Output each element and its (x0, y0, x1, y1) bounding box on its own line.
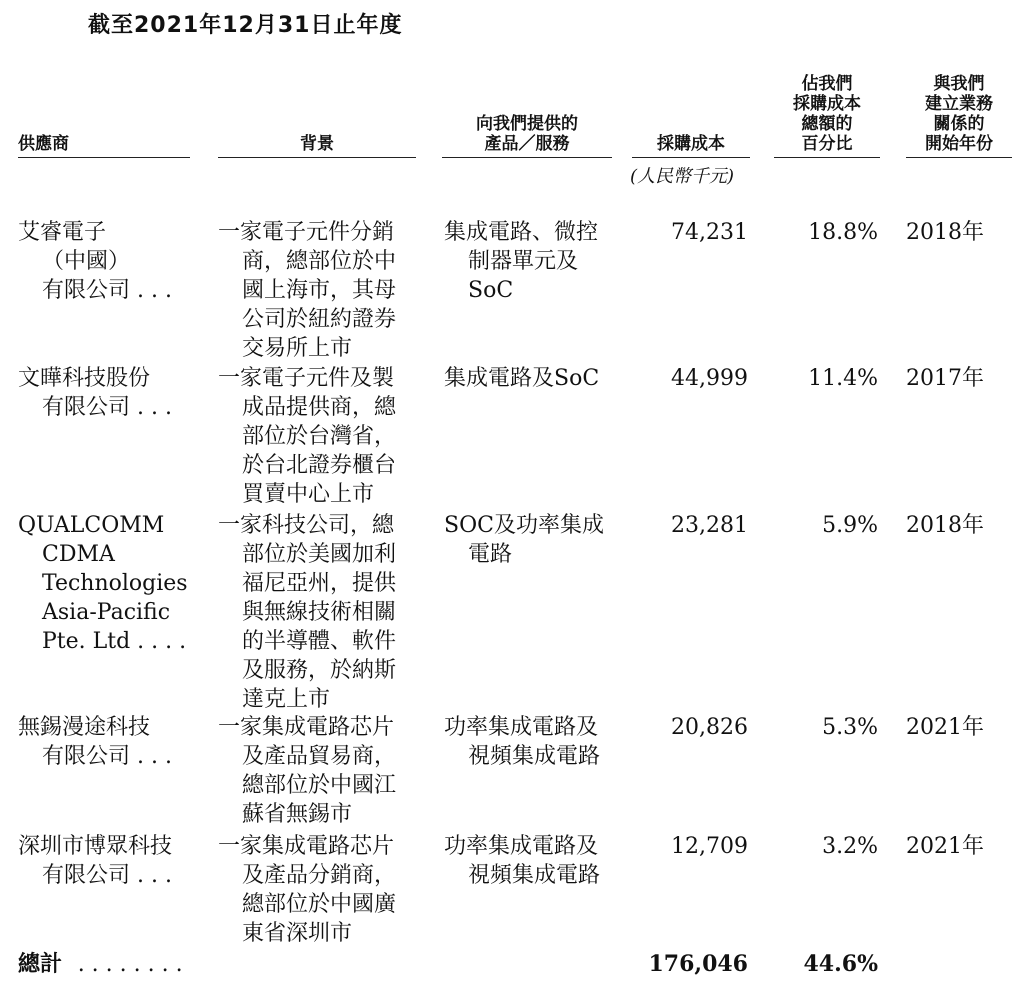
background-cell: 一家集成電路芯片 及產品貿易商， 總部位於中國江 蘇省無錫市 (218, 715, 397, 827)
cost-cell: 20,826 (671, 715, 748, 740)
year-cell: 2018年 (906, 513, 984, 538)
cost-cell: 44,999 (671, 366, 748, 391)
background-cell: 一家集成電路芯片 及產品分銷商， 總部位於中國廣 東省深圳市 (218, 834, 397, 946)
products-cell: 功率集成電路及 視頻集成電路 (444, 715, 601, 769)
total-label: 總計 . . . . . . . . (18, 951, 183, 977)
supplier-cell: 艾睿電子 （中國） 有限公司 . . . (18, 220, 172, 303)
supplier-cell: 無錫漫途科技 有限公司 . . . (18, 715, 172, 769)
percentage-cell: 3.2% (822, 834, 878, 859)
products-cell: 集成電路、微控 制器單元及 SoC (444, 220, 599, 303)
percentage-cell: 11.4% (808, 366, 878, 391)
percentage-cell: 5.3% (822, 715, 878, 740)
cost-cell: 74,231 (671, 220, 748, 245)
total-percentage: 44.6% (803, 951, 878, 977)
cost-cell: 23,281 (671, 513, 748, 538)
header-cost: 採購成本 (632, 134, 750, 158)
year-cell: 2017年 (906, 366, 984, 391)
table-title: 截至2021年12月31日止年度 (88, 13, 403, 38)
background-cell: 一家電子元件分銷 商，總部位於中 國上海市，其母 公司於紐約證券 交易所上市 (218, 220, 397, 361)
currency-unit: (人民幣千元) (630, 166, 735, 187)
header-percentage: 佔我們 採購成本 總額的 百分比 (774, 74, 880, 158)
table-header (0, 0, 1024, 158)
year-cell: 2021年 (906, 715, 984, 740)
percentage-cell: 5.9% (822, 513, 878, 538)
total-cost: 176,046 (648, 951, 748, 977)
background-cell: 一家電子元件及製 成品提供商，總 部位於台灣省， 於台北證券櫃台 買賣中心上市 (218, 366, 397, 507)
header-background: 背景 (218, 134, 416, 158)
products-cell: SOC及功率集成 電路 (444, 513, 604, 567)
supplier-cell: 深圳市博眾科技 有限公司 . . . (18, 834, 173, 888)
year-cell: 2021年 (906, 834, 984, 859)
background-cell: 一家科技公司，總 部位於美國加利 福尼亞州，提供 與無線技術相關 的半導體、軟件 及服務，於納斯 達克上市 (218, 513, 397, 712)
header-products: 向我們提供的 產品／服務 (442, 114, 612, 158)
header-start-year: 與我們 建立業務 關係的 開始年份 (906, 74, 1012, 158)
year-cell: 2018年 (906, 220, 984, 245)
supplier-cell: QUALCOMM CDMA Technologies Asia-Pacific Pte. Ltd . . . . (18, 513, 188, 654)
percentage-cell: 18.8% (808, 220, 878, 245)
supplier-cell: 文曄科技股份 有限公司 . . . (18, 366, 172, 420)
products-cell: 集成電路及SoC (444, 366, 600, 391)
leader-dots: . . . . . . . . (77, 952, 183, 977)
header-supplier: 供應商 (18, 134, 190, 158)
products-cell: 功率集成電路及 視頻集成電路 (444, 834, 601, 888)
cost-cell: 12,709 (671, 834, 748, 859)
